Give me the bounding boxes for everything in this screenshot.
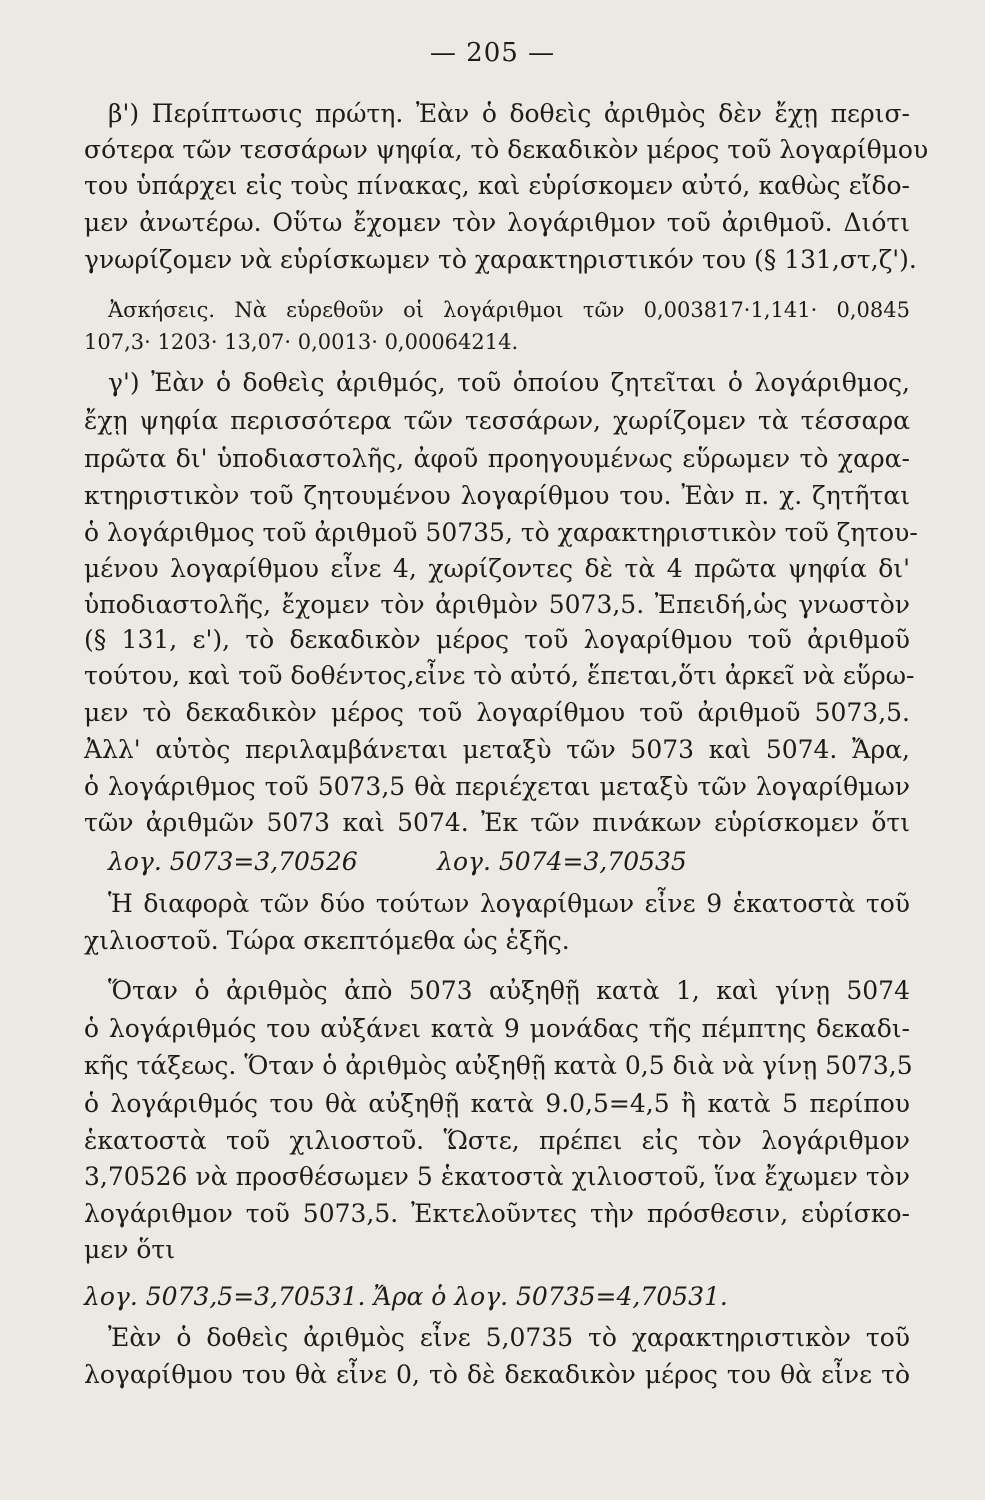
text-line: λογάριθμον τοῦ 5073,5. Ἐκτελοῦντες τὴν πρόσθεσιν, εὑρίσκο- bbox=[84, 1199, 910, 1228]
text-line: κῆς τάξεως. Ὅταν ὁ ἀριθμὸς αὐξηθῇ κατὰ 0,5 διὰ νὰ γίνῃ 5073,5 bbox=[84, 1051, 913, 1080]
formula-line: λογ. 5073,5=3,70531. Ἄρα ὁ λογ. 50735=4,70531. bbox=[84, 1282, 728, 1311]
text-line: ὁ λογάριθμος τοῦ ἀριθμοῦ 50735, τὸ χαρακτηριστικὸν τοῦ ζητου- bbox=[84, 518, 918, 547]
formula-line: λογ. 5073=3,70526 λογ. 5074=3,70535 bbox=[108, 847, 687, 876]
text-line: γνωρίζομεν νὰ εὑρίσκωμεν τὸ χαρακτηριστικόν του (§ 131,στ,ζ'). bbox=[84, 245, 917, 274]
text-line: ὁ λογάριθμός του αὐξάνει κατὰ 9 μονάδας τῆς πέμπτης δεκαδι- bbox=[84, 1014, 910, 1043]
text-line: μεν τὸ δεκαδικὸν μέρος τοῦ λογαρίθμου τοῦ ἀριθμοῦ 5073,5. bbox=[84, 698, 910, 727]
text-line: ἑκατοστὰ τοῦ χιλιοστοῦ. Ὥστε, πρέπει εἰς τὸν λογάριθμον bbox=[84, 1126, 910, 1155]
text-line: (§ 131, ε'), τὸ δεκαδικὸν μέρος τοῦ λογαρίθμου τοῦ ἀριθμοῦ bbox=[84, 625, 910, 654]
text-line: σότερα τῶν τεσσάρων ψηφία, τὸ δεκαδικὸν μέρος τοῦ λογαρίθμου bbox=[84, 135, 929, 164]
text-line: ὁ λογάριθμός του θὰ αὐξηθῇ κατὰ 9.0,5=4,5 ἢ κατὰ 5 περίπου bbox=[84, 1089, 910, 1118]
text-line: χιλιοστοῦ. Τώρα σκεπτόμεθα ὡς ἑξῆς. bbox=[84, 926, 570, 955]
exercise-line: Ἀσκήσεις. Νὰ εὑρεθοῦν οἱ λογάριθμοι τῶν 0,003817·1,141· 0,0845 bbox=[108, 298, 910, 322]
text-line: τῶν ἀριθμῶν 5073 καὶ 5074. Ἐκ τῶν πινάκων εὑρίσκομεν ὅτι bbox=[84, 808, 910, 837]
text-line: γ') Ἐὰν ὁ δοθεὶς ἀριθμός, τοῦ ὁποίου ζητεῖται ὁ λογάριθμος, bbox=[108, 368, 910, 397]
text-line: Ἐὰν ὁ δοθεὶς ἀριθμὸς εἶνε 5,0735 τὸ χαρακτηριστικὸν τοῦ bbox=[108, 1323, 910, 1352]
text-line: του ὑπάρχει εἰς τοὺς πίνακας, καὶ εὑρίσκομεν αὐτό, καθὼς εἴδο- bbox=[84, 171, 910, 200]
text-line: β') Περίπτωσις πρώτη. Ἐὰν ὁ δοθεὶς ἀριθμὸς δὲν ἔχῃ περισ- bbox=[108, 99, 910, 128]
text-line: Ὅταν ὁ ἀριθμὸς ἀπὸ 5073 αὐξηθῇ κατὰ 1, καὶ γίνῃ 5074 bbox=[108, 976, 910, 1005]
text-line: μένου λογαρίθμου εἶνε 4, χωρίζοντες δὲ τὰ 4 πρῶτα ψηφία δι' bbox=[84, 554, 910, 583]
text-line: πρῶτα δι' ὑποδιαστολῆς, ἀφοῦ προηγουμένως εὕρωμεν τὸ χαρα- bbox=[84, 444, 910, 473]
text-line: μεν ἀνωτέρω. Οὕτω ἔχομεν τὸν λογάριθμον τοῦ ἀριθμοῦ. Διότι bbox=[84, 208, 910, 237]
text-line: λογαρίθμου του θὰ εἶνε 0, τὸ δὲ δεκαδικὸν μέρος του θὰ εἶνε τὸ bbox=[84, 1360, 910, 1389]
text-line: ἔχῃ ψηφία περισσότερα τῶν τεσσάρων, χωρίζομεν τὰ τέσσαρα bbox=[84, 406, 910, 435]
text-line: κτηριστικὸν τοῦ ζητουμένου λογαρίθμου του. Ἐὰν π. χ. ζητῆται bbox=[84, 481, 910, 510]
text-line: μεν ὅτι bbox=[84, 1235, 176, 1264]
text-line: Ἡ διαφορὰ τῶν δύο τούτων λογαρίθμων εἶνε 9 ἑκατοστὰ τοῦ bbox=[108, 889, 910, 918]
text-line: ὑποδιαστολῆς, ἔχομεν τὸν ἀριθμὸν 5073,5. Ἐπειδή,ὡς γνωστὸν bbox=[84, 590, 910, 619]
text-line: ὁ λογάριθμος τοῦ 5073,5 θὰ περιέχεται μεταξὺ τῶν λογαρίθμων bbox=[84, 772, 910, 801]
text-line: τούτου, καὶ τοῦ δοθέντος,εἶνε τὸ αὐτό, ἕπεται,ὅτι ἀρκεῖ νὰ εὕρω- bbox=[84, 661, 915, 690]
text-line: 3,70526 νὰ προσθέσωμεν 5 ἑκατοστὰ χιλιοστοῦ, ἵνα ἔχωμεν τὸν bbox=[84, 1162, 910, 1191]
exercise-line: 107,3· 1203· 13,07· 0,0013· 0,00064214. bbox=[84, 330, 519, 354]
text-line: Ἀλλ' αὐτὸς περιλαμβάνεται μεταξὺ τῶν 5073 καὶ 5074. Ἄρα, bbox=[84, 735, 910, 764]
page-number: — 205 — bbox=[429, 38, 556, 68]
